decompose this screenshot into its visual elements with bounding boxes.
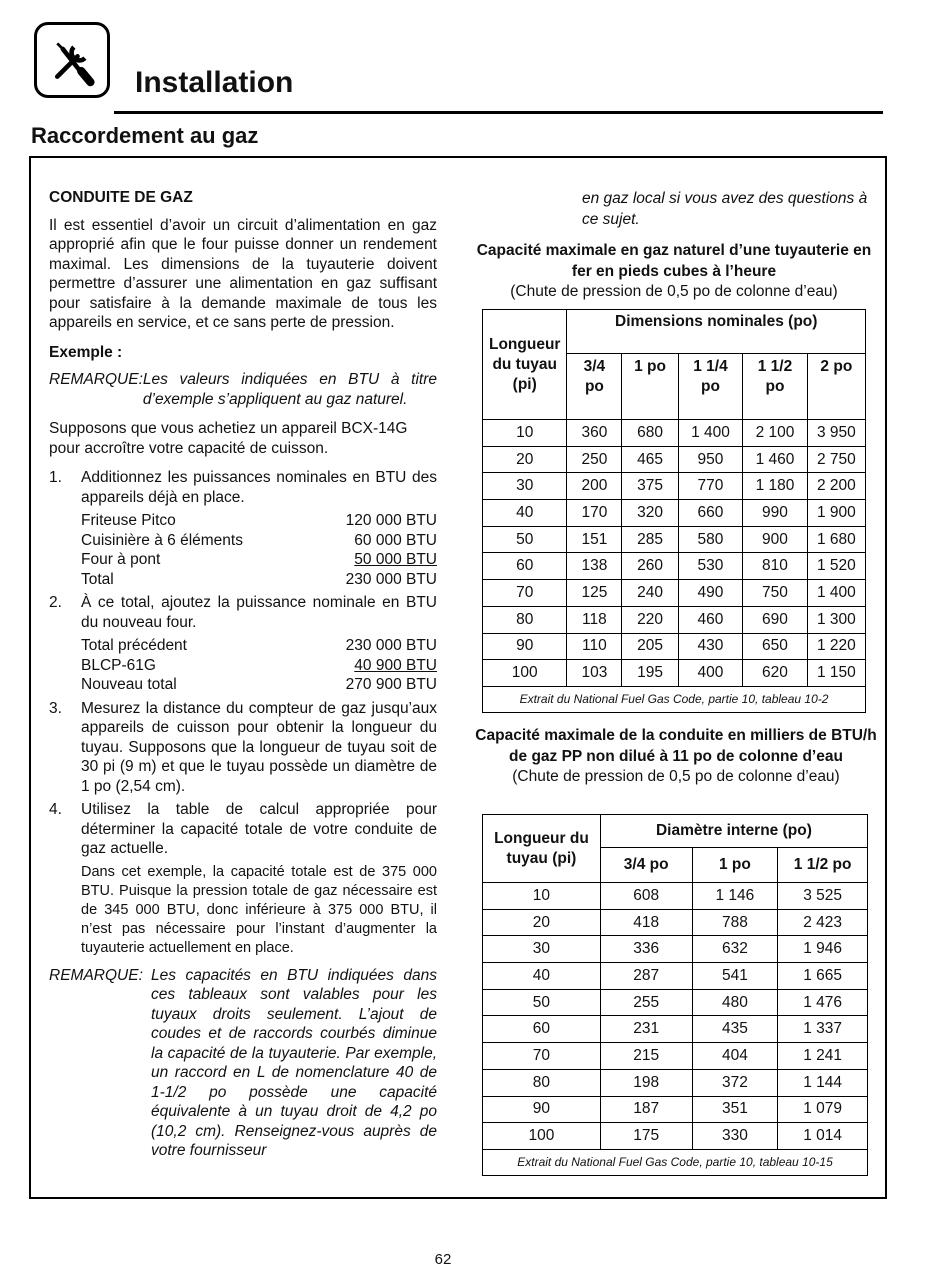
section-title: Raccordement au gaz [31, 123, 259, 148]
capacity-cell: 750 [743, 580, 808, 607]
note-1 [49, 370, 437, 409]
capacity-cell: 1 300 [807, 606, 865, 633]
caption-title: Capacité maximale en gaz naturel d’une tuyauterie en fer en pieds cubes à l’heure [476, 242, 872, 280]
table-row [483, 883, 868, 910]
capacity-cell: 1 400 [678, 420, 743, 447]
capacity-cell: 336 [600, 936, 692, 963]
capacity-cell: 1 079 [778, 1096, 868, 1123]
suppose-paragraph: Supposons que vous achetiez un appareil BCX-14G pour accroître votre capacité de cuisson. [49, 420, 408, 457]
example-label: Exemple : [49, 343, 123, 361]
table-row [483, 1123, 868, 1150]
capacity-cell: 240 [622, 580, 678, 607]
capacity-cell: 3 950 [807, 420, 865, 447]
step-1 [49, 468, 437, 507]
table2-body [483, 883, 868, 1150]
length-cell: 30 [483, 473, 567, 500]
capacity-cell: 320 [622, 500, 678, 527]
capacity-cell: 1 337 [778, 1016, 868, 1043]
calc-label: BLCP-61G [81, 656, 156, 674]
capacity-cell: 460 [678, 606, 743, 633]
capacity-cell: 1 150 [807, 660, 865, 687]
step-text: Additionnez les puissances nominales en BTU des appareils déjà en place. [81, 469, 437, 506]
capacity-cell: 2 423 [778, 909, 868, 936]
title-rule [114, 111, 883, 114]
table-source-note: Extrait du National Fuel Gas Code, partie 10, tableau 10-15 [483, 1149, 868, 1175]
capacity-cell: 351 [692, 1096, 778, 1123]
capacity-cell: 250 [567, 446, 622, 473]
capacity-cell: 1 460 [743, 446, 808, 473]
capacity-cell: 1 180 [743, 473, 808, 500]
capacity-cell: 1 144 [778, 1069, 868, 1096]
column-header-size: 1 1/4 po [678, 354, 743, 420]
length-cell: 60 [483, 1016, 601, 1043]
table-header-row [483, 815, 868, 848]
column-header-length: Longueur du tuyau (pi) [483, 815, 601, 883]
length-cell: 70 [483, 1043, 601, 1070]
capacity-cell: 2 750 [807, 446, 865, 473]
note-2 [49, 966, 437, 1161]
length-cell: 30 [483, 936, 601, 963]
capacity-cell: 1 220 [807, 633, 865, 660]
length-cell: 50 [483, 989, 601, 1016]
capacity-cell: 620 [743, 660, 808, 687]
step-number: 3. [49, 699, 62, 717]
calc-value: 230 000 BTU [345, 570, 437, 588]
calc-row [81, 511, 437, 531]
capacity-cell: 198 [600, 1069, 692, 1096]
capacity-cell: 650 [743, 633, 808, 660]
table1-body [483, 420, 866, 687]
capacity-cell: 430 [678, 633, 743, 660]
capacity-cell: 287 [600, 963, 692, 990]
capacity-cell: 138 [567, 553, 622, 580]
step-text: À ce total, ajoutez la puissance nominale en BTU du nouveau four. [81, 594, 437, 631]
table-row [483, 553, 866, 580]
capacity-cell: 110 [567, 633, 622, 660]
length-cell: 100 [483, 660, 567, 687]
table-row [483, 909, 868, 936]
table-row [483, 580, 866, 607]
capacity-cell: 541 [692, 963, 778, 990]
capacity-cell: 260 [622, 553, 678, 580]
length-cell: 60 [483, 553, 567, 580]
capacity-cell: 1 680 [807, 526, 865, 553]
column-group-header: Dimensions nominales (po) [567, 310, 866, 354]
capacity-cell: 375 [622, 473, 678, 500]
calc-value: 50 000 BTU [354, 551, 437, 568]
step-text: Utilisez la table de calcul appropriée pour déterminer la capacité totale de votre conduite de gaz actuelle. [81, 801, 437, 857]
calc-value: 120 000 BTU [345, 512, 437, 529]
section-heading: CONDUITE DE GAZ [49, 189, 193, 206]
table-row [483, 660, 866, 687]
capacity-cell: 404 [692, 1043, 778, 1070]
note-text: Les valeurs indiquées en BTU à titre d’exemple s’appliquent au gaz naturel. [142, 371, 437, 408]
column-group-header: Diamètre interne (po) [600, 815, 867, 848]
capacity-cell: 2 200 [807, 473, 865, 500]
table-row [483, 500, 866, 527]
calc-value: 270 900 BTU [345, 676, 437, 693]
capacity-cell: 990 [743, 500, 808, 527]
capacity-cell: 170 [567, 500, 622, 527]
capacity-cell: 195 [622, 660, 678, 687]
capacity-cell: 608 [600, 883, 692, 910]
capacity-cell: 1 946 [778, 936, 868, 963]
calc-label: Friteuse Pitco [81, 512, 176, 529]
length-cell: 20 [483, 446, 567, 473]
capacity-cell: 950 [678, 446, 743, 473]
calc-list-2 [81, 636, 437, 695]
capacity-cell: 1 900 [807, 500, 865, 527]
left-column [49, 188, 437, 1161]
table-row [483, 1043, 868, 1070]
continuation-text: en gaz local si vous avez des questions à ce sujet. [582, 190, 868, 228]
table-row [483, 963, 868, 990]
wrench-screwdriver-icon [34, 22, 110, 98]
capacity-cell: 360 [567, 420, 622, 447]
capacity-cell: 175 [600, 1123, 692, 1150]
capacity-cell: 2 100 [743, 420, 808, 447]
calc-value: 230 000 BTU [345, 637, 437, 654]
length-cell: 70 [483, 580, 567, 607]
calc-label: Cuisinière à 6 éléments [81, 531, 243, 549]
capacity-cell: 1 241 [778, 1043, 868, 1070]
step-2 [49, 593, 437, 632]
table-source-row [483, 686, 866, 712]
table-row [483, 989, 868, 1016]
table-row [483, 1016, 868, 1043]
note-label: REMARQUE: [49, 371, 143, 388]
column-header-size: 1 1/2 po [778, 848, 868, 883]
capacity-cell: 255 [600, 989, 692, 1016]
calc-label: Total [81, 570, 114, 588]
table-row [483, 633, 866, 660]
note-label: REMARQUE: [49, 966, 143, 984]
step-text: Mesurez la distance du compteur de gaz jusqu’aux appareils de cuisson pour obtenir la longueur du tuyau. Supposons que la longueur de tuyau soit de 30 pi (9 m) et que le tuyau possède un diamètre de 1 po (2,54 cm). [81, 699, 437, 795]
length-cell: 50 [483, 526, 567, 553]
capacity-cell: 435 [692, 1016, 778, 1043]
table-row [483, 420, 866, 447]
length-cell: 10 [483, 883, 601, 910]
capacity-cell: 1 400 [807, 580, 865, 607]
table-source-note: Extrait du National Fuel Gas Code, partie 10, tableau 10-2 [483, 686, 866, 712]
capacity-cell: 400 [678, 660, 743, 687]
capacity-cell: 580 [678, 526, 743, 553]
capacity-cell: 1 665 [778, 963, 868, 990]
capacity-cell: 220 [622, 606, 678, 633]
length-cell: 90 [483, 1096, 601, 1123]
capacity-cell: 418 [600, 909, 692, 936]
step-number: 4. [49, 801, 62, 818]
capacity-cell: 530 [678, 553, 743, 580]
caption-title: Capacité maximale de la conduite en milliers de BTU/h de gaz PP non dilué à 11 po de colonne d’eau [475, 727, 877, 765]
calc-value: 60 000 BTU [354, 531, 437, 549]
column-header-size: 1 po [692, 848, 778, 883]
calc-row [81, 656, 437, 676]
capacity-cell: 215 [600, 1043, 692, 1070]
step-4 [49, 800, 437, 859]
capacity-cell: 632 [692, 936, 778, 963]
column-header-size: 1 po [622, 354, 678, 420]
capacity-cell: 770 [678, 473, 743, 500]
calc-row [81, 550, 437, 570]
calc-value: 40 900 BTU [354, 656, 437, 674]
capacity-cell: 680 [622, 420, 678, 447]
lp-gas-capacity-table [482, 814, 868, 1176]
length-cell: 80 [483, 1069, 601, 1096]
capacity-cell: 330 [692, 1123, 778, 1150]
page-title: Installation [135, 66, 294, 99]
step-number: 1. [49, 469, 62, 486]
capacity-cell: 125 [567, 580, 622, 607]
table-row [483, 446, 866, 473]
caption-subtitle: (Chute de pression de 0,5 po de colonne d’eau) [510, 283, 838, 300]
capacity-cell: 465 [622, 446, 678, 473]
calc-row [81, 636, 437, 656]
intro-paragraph: Il est essentiel d’avoir un circuit d’alimentation en gaz approprié afin que le four puisse donner un rendement maximal. Les dimensions de la tuyauterie doivent permettre d’assurer une alimentation en gaz suffisant pour satisfaire à la demande maximale de tous les appareils en service, et ce sans perte de pression. [49, 216, 437, 331]
step-4-detail: Dans cet exemple, la capacité totale est de 375 000 BTU. Puisque la pression totale de gaz nécessaire est de 345 000 BTU, donc inférieure à 375 000 BTU, il n’est pas nécessaire pour l’instant d’augmenter la tuyauterie actuellement en place. [81, 863, 437, 956]
capacity-cell: 490 [678, 580, 743, 607]
capacity-cell: 900 [743, 526, 808, 553]
capacity-cell: 660 [678, 500, 743, 527]
table1-caption [476, 241, 872, 303]
calc-label: Nouveau total [81, 676, 177, 693]
capacity-cell: 1 146 [692, 883, 778, 910]
length-cell: 90 [483, 633, 567, 660]
step-3 [49, 699, 437, 797]
length-cell: 10 [483, 420, 567, 447]
table-source-row [483, 1149, 868, 1175]
capacity-cell: 3 525 [778, 883, 868, 910]
column-header-size: 2 po [807, 354, 865, 420]
table-header-row [483, 310, 866, 354]
capacity-cell: 480 [692, 989, 778, 1016]
length-cell: 100 [483, 1123, 601, 1150]
table-row [483, 1096, 868, 1123]
length-cell: 80 [483, 606, 567, 633]
note-text: Les capacités en BTU indiquées dans ces tableaux sont valables pour les tuyaux droits seulement. L’ajout de coudes et de raccords courbés diminue la capacité de la tuyauterie. Par exemple, un raccord en L de nomenclature 40 de 1-1/2 po possède une capacité équivalente à un tuyau droit de 4,2 po (10,2 cm). Renseignez-vous auprès de votre fournisseur [151, 966, 437, 1159]
table-row [483, 936, 868, 963]
capacity-cell: 285 [622, 526, 678, 553]
capacity-cell: 103 [567, 660, 622, 687]
capacity-cell: 372 [692, 1069, 778, 1096]
capacity-cell: 1 476 [778, 989, 868, 1016]
table-row [483, 606, 866, 633]
calc-row [81, 675, 437, 695]
step-number: 2. [49, 594, 62, 611]
calc-list-1 [81, 511, 437, 589]
table-row [483, 473, 866, 500]
capacity-cell: 151 [567, 526, 622, 553]
table-row [483, 1069, 868, 1096]
caption-subtitle: (Chute de pression de 0,5 po de colonne d’eau) [512, 768, 840, 785]
capacity-cell: 810 [743, 553, 808, 580]
column-header-size: 3/4 po [567, 354, 622, 420]
capacity-cell: 118 [567, 606, 622, 633]
table2-caption [470, 726, 882, 788]
length-cell: 20 [483, 909, 601, 936]
calc-label: Four à pont [81, 551, 161, 568]
capacity-cell: 200 [567, 473, 622, 500]
capacity-cell: 1 014 [778, 1123, 868, 1150]
calc-label: Total précédent [81, 637, 187, 654]
column-header-length: Longueur du tuyau (pi) [483, 310, 567, 420]
capacity-cell: 231 [600, 1016, 692, 1043]
column-header-size: 3/4 po [600, 848, 692, 883]
capacity-cell: 187 [600, 1096, 692, 1123]
capacity-cell: 1 520 [807, 553, 865, 580]
capacity-cell: 690 [743, 606, 808, 633]
table-row [483, 526, 866, 553]
calc-row [81, 531, 437, 551]
calc-row [81, 570, 437, 590]
column-header-size: 1 1/2 po [743, 354, 808, 420]
capacity-cell: 788 [692, 909, 778, 936]
length-cell: 40 [483, 963, 601, 990]
length-cell: 40 [483, 500, 567, 527]
page-number: 62 [434, 1251, 452, 1267]
capacity-cell: 205 [622, 633, 678, 660]
natural-gas-capacity-table [482, 309, 866, 713]
